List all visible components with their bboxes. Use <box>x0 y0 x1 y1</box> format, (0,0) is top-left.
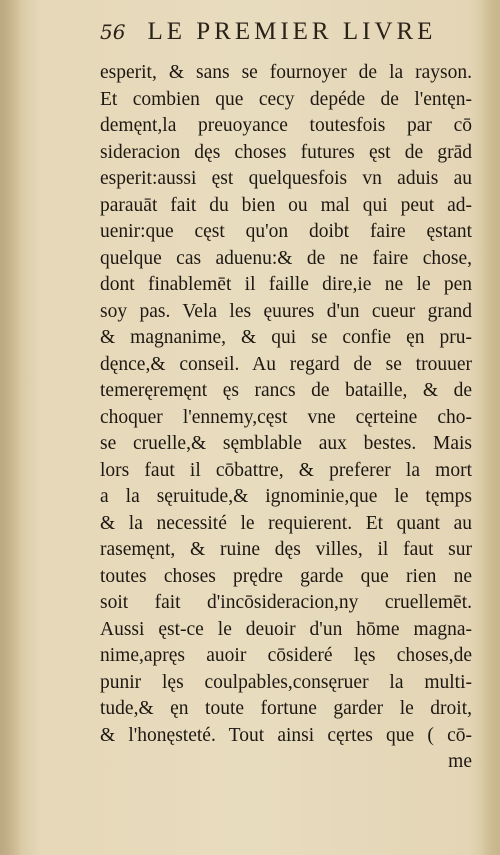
text-line: demęnt,la preuoyance toutesfois par cō <box>100 115 472 136</box>
text-line: soy pas. Vela les ęuures d'un cueur grand <box>100 300 472 322</box>
text-line: nime,apręs auoir cōsideré lęs choses,de <box>100 645 472 666</box>
text-line: parauāt fait du bien ou mal qui peut ad- <box>100 194 472 216</box>
text-line: punir lęs coulpables,consęruer la multi- <box>100 671 472 693</box>
body-text <box>100 60 472 776</box>
text-line: dęnce,& conseil. Au regard de se trouuer <box>100 353 472 375</box>
text-line: se cruelle,& sęmblable aux bestes. Mais <box>100 433 472 454</box>
text-line: Aussi ęst-ce le deuoir d'un hōme magna- <box>100 618 472 640</box>
catchword: me <box>448 751 472 772</box>
text-line: quelque cas aduenu:& de ne faire chose, <box>100 247 472 269</box>
text-line: & l'honęsteté. Tout ainsi cęrtes que ( cō- <box>100 724 472 746</box>
running-title: LE PREMIER LIVRE <box>147 18 437 45</box>
text-line: sideracion dęs choses futures ęst de grād <box>100 141 472 163</box>
page-gutter-shadow <box>0 0 22 855</box>
page-number: 56 <box>100 20 126 44</box>
text-line: dont finablemēt il faille dire,ie ne le pen <box>100 274 472 295</box>
text-line: soit fait d'incōsideracion,ny cruellemēt. <box>100 592 472 613</box>
text-line: rasemęnt, & ruine dęs villes, il faut sur <box>100 539 472 560</box>
text-line: toutes choses prędre garde que rien ne <box>100 565 472 587</box>
text-line: & magnanime, & qui se confie ęn pru- <box>100 327 472 348</box>
text-line: lors faut il cōbattre, & preferer la mort <box>100 459 472 481</box>
text-line: choquer l'ennemy,cęst vne cęrteine cho- <box>100 406 472 428</box>
text-line: & la necessité le requierent. Et quant au <box>100 512 472 534</box>
text-line: Et combien que cecy depéde de l'entęn- <box>100 88 472 110</box>
text-line: esperit, & sans se fournoyer de la rayson. <box>100 62 472 83</box>
page-header <box>100 18 446 50</box>
text-line: temeręremęnt ęs rancs de bataille, & de <box>100 380 472 401</box>
page-edge-shadow <box>482 0 500 855</box>
text-line: esperit:aussi ęst quelquesfois vn aduis au <box>100 168 472 189</box>
text-line: a la sęruitude,& ignominie,que le tęmps <box>100 486 472 507</box>
text-line: uenir:que cęst qu'on doibt faire ęstant <box>100 221 472 242</box>
text-line: tude,& ęn toute fortune garder le droit, <box>100 698 472 719</box>
